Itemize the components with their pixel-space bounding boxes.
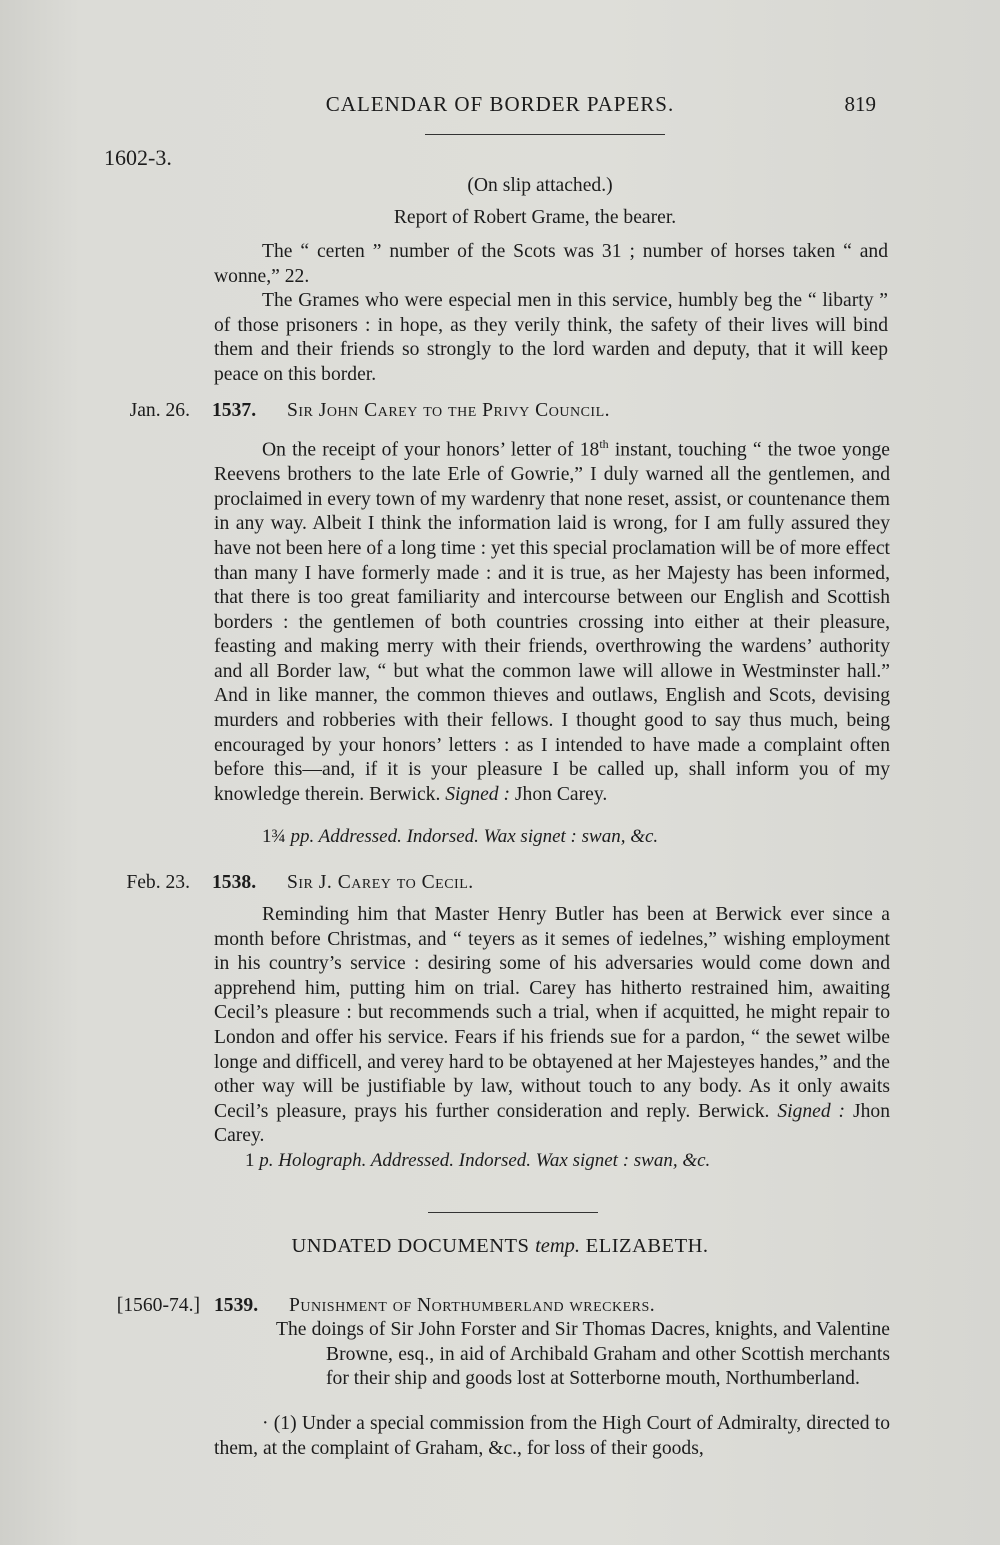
item-paragraph: · (1) Under a special commission from the High Court of Admiralty, directed to them, at the complaint of Graham, &c., for loss of their goods, [214, 1413, 890, 1459]
note-text: p. Holograph. Addressed. Indorsed. Wax signet : swan, &c. [259, 1150, 711, 1171]
entry-title: Punishment of Northumberland wreckers. [289, 1295, 656, 1316]
entry-paragraph [214, 432, 890, 807]
body-text: Reminding him that Master Henry Butler has been at Berwick ever since a month before Christmas, and “ teyers as it semes of iedelnes,” wishing employment in his country’s service : desiring some of his adversaries would come down and apprehend him, putting him on trial. Carey has hitherto restrained him, awaiting Cecil’s pleasure : but recommends such a trial, when if acquitted, he might repair to London and offer his service. Fears if his friends sue for a pardon, “ the sewet wilbe longe and difficell, and verey hard to be obtayened at her Majesteyes handes,” and the other way will be justifiable by law, without touch to any body. As it only awaits Cecil’s pleasure, prays his further consideration and reply. Berwick. [214, 904, 890, 1122]
entry-number: 1538. [212, 872, 257, 893]
entry-note [245, 1150, 710, 1172]
entry-body [214, 432, 890, 807]
signed-label: Signed : [445, 783, 511, 805]
section-post: ELIZABETH. [585, 1235, 709, 1257]
section-pre: UNDATED DOCUMENTS [291, 1235, 530, 1257]
entry-title: Sir John Carey to the Privy Council. [287, 400, 611, 421]
section-temp: temp. [535, 1235, 581, 1257]
entry-date: Jan. 26. [129, 400, 190, 421]
body-rest: instant, touching “ the twoe yonge Reevens brothers to the late Erle of Gowrie,” I duly warned all the gentlemen, and proclaimed in every town of my wardenry that none reset, assist, or countenance them in any way. Albeit I think the information laid is wrong, for I am fully assured they have not been here of a long time : yet this special proclamation will be of more effect than many I have formerly made : and it is true, as her Majesty has been informed, that there is too great familiarity and intercourse between our English and Scottish borders : the gentlemen of both countries crossing into either at their pleasure, feasting and making merry with their friends, overthrowing the wardens’ authority and all Border law, “ but what the common lawe will allowe in Westminster hall.” And in like manner, the common thieves and outlaws, English and Scots, devising murders and robberies with their fellows. I thought good to say thus much, being encouraged by your honors’ letters : as I intended to have made a complaint often before this—and, if it is your pleasure I be called up, shall inform you of my knowledge therein. Berwick. [214, 439, 890, 805]
note-size: 1¾ [262, 826, 286, 847]
slip-heading: (On slip attached.) [467, 175, 613, 196]
slip-body [214, 240, 888, 388]
signed-label: Signed : [777, 1100, 846, 1122]
slip-paragraph-2: The Grames who were especial men in this service, humbly beg the “ libarty ” of those prisoners : in hope, as they verily think, the safety of their lives will bind them and their friends so strongly to the lord warden and deputy, that it will keep peace on this border. [214, 290, 888, 385]
entry-date: Feb. 23. [126, 872, 190, 893]
page-number: 819 [844, 92, 876, 116]
entry-paragraph [214, 903, 890, 1149]
entry-item [214, 1412, 890, 1461]
intro-paragraph: The doings of Sir John Forster and Sir Thomas Dacres, knights, and Valentine Browne, esq., in aid of Archibald Graham and other Scottish merchants for their ship and goods lost at Sotterborne mouth, Northumberland. [276, 1319, 890, 1390]
note-size: 1 [245, 1150, 255, 1171]
entry-note [262, 826, 658, 848]
entry-title: Sir J. Carey to Cecil. [287, 872, 474, 893]
section-heading [240, 1235, 760, 1258]
entry-number: 1537. [212, 400, 257, 421]
year-marker: 1602-3. [104, 145, 172, 170]
entry-date: [1560-74.] [116, 1295, 200, 1316]
superscript: th [599, 437, 609, 451]
entry-intro [276, 1318, 890, 1392]
entry-number: 1539. [214, 1295, 259, 1316]
section-rule [428, 1212, 598, 1213]
signed-name: Jhon Carey. [214, 1100, 890, 1147]
slip-subheading: Report of Robert Grame, the bearer. [393, 207, 677, 228]
body-start: On the receipt of your honors’ letter of 18 [262, 439, 600, 461]
signed-name: Jhon Carey. [514, 783, 608, 805]
slip-paragraph-1: The “ certen ” number of the Scots was 31 ; number of horses taken “ and wonne,” 22. [214, 241, 888, 287]
running-title: CALENDAR OF BORDER PAPERS. [325, 92, 675, 116]
note-text: pp. Addressed. Indorsed. Wax signet : swan, &c. [290, 826, 659, 847]
header-rule [425, 134, 665, 135]
entry-body [214, 903, 890, 1149]
